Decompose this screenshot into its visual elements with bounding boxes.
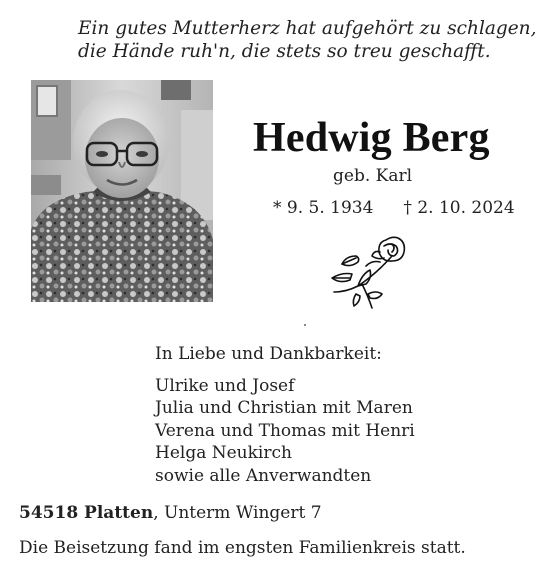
mourner-item: sowie alle Anverwandten xyxy=(155,465,372,486)
address xyxy=(19,502,322,524)
funeral-note: Die Beisetzung fand im engsten Familienkreis statt. xyxy=(19,538,466,558)
verse-line-2: die Hände ruh'n, die stets so treu geschafft. xyxy=(78,41,491,62)
death-date: † 2. 10. 2024 xyxy=(403,198,515,218)
mourner-list xyxy=(155,375,415,487)
birth-date: * 9. 5. 1934 xyxy=(273,198,374,218)
memorial-verse xyxy=(78,17,537,63)
mourner-item: Helga Neukirch xyxy=(155,443,292,464)
mourner-item: Ulrike und Josef xyxy=(155,376,295,396)
portrait-photo xyxy=(31,80,213,302)
address-city: 54518 Platten xyxy=(19,503,154,523)
address-street: , Unterm Wingert 7 xyxy=(153,503,322,523)
thanks-line: In Liebe und Dankbarkeit: xyxy=(155,344,382,364)
mourner-item: Verena und Thomas mit Henri xyxy=(155,420,415,441)
decorative-dot xyxy=(304,324,306,326)
rose-icon xyxy=(326,234,412,312)
life-dates xyxy=(273,197,515,219)
verse-line-1: Ein gutes Mutterherz hat aufgehört zu schlagen, xyxy=(78,18,537,39)
birth-name: geb. Karl xyxy=(333,166,413,186)
deceased-name: Hedwig Berg xyxy=(253,115,490,161)
mourner-item: Julia und Christian mit Maren xyxy=(155,398,413,419)
